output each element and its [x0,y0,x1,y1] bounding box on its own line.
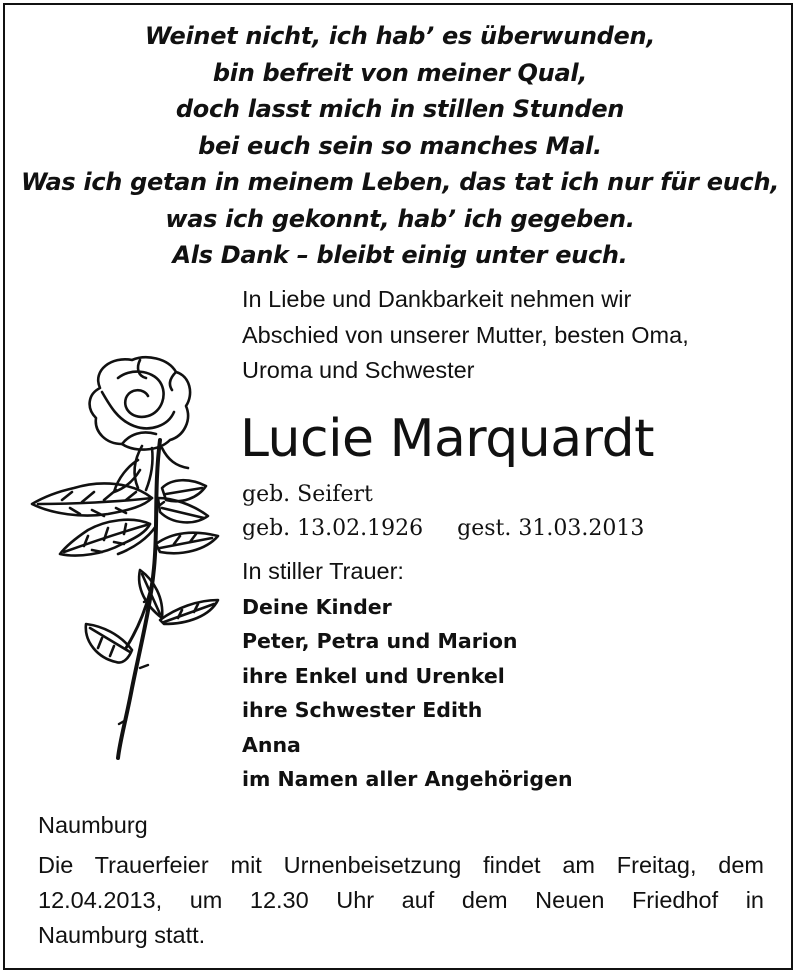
mourner-entry: im Namen aller Angehörigen [242,767,573,792]
poem [0,18,800,274]
life-dates [242,512,792,546]
poem-line: bin befreit von meiner Qual, [212,58,588,87]
birth-date: geb. 13.02.1926 [242,516,424,541]
intro-line: Abschied von unserer Mutter, besten Oma, [242,321,689,348]
deceased-details [242,478,792,546]
mourner-entry: ihre Enkel und Urenkel [242,663,505,688]
notice-line: Die Trauerfeier mit Urnenbeisetzung findet am Freitag, dem [38,852,764,878]
intro-line: In Liebe und Dankbarkeit nehmen wir [242,286,632,312]
place-name: Naumburg [38,812,148,838]
mourners-list [242,590,792,796]
deceased-name: Lucie Marquardt [240,409,654,469]
maiden-name: geb. Seifert [242,482,373,507]
poem-line: bei euch sein so manches Mal. [198,131,602,160]
mourner-entry: Peter, Petra und Marion [242,629,518,654]
mourning-label: In stiller Trauer: [242,558,404,584]
poem-line: Weinet nicht, ich hab’ es überwunden, [144,22,656,50]
notice-line: Naumburg statt. [38,922,206,948]
funeral-notice [38,848,764,953]
poem-line: was ich gekonnt, hab’ ich gegeben. [165,204,635,233]
death-date: gest. 31.03.2013 [457,516,645,541]
intro-text [242,282,782,389]
mourner-entry: Anna [242,732,301,757]
notice-line: 12.04.2013, um 12.30 Uhr auf dem Neuen Friedhof in [38,887,764,913]
poem-line: Als Dank – bleibt einig unter euch. [172,241,628,269]
poem-line: Was ich getan in meinem Leben, das tat ich nur für euch, [20,168,780,196]
mourner-entry: ihre Schwester Edith [242,698,483,723]
rose-icon [22,348,232,768]
mourner-entry: Deine Kinder [242,595,392,619]
intro-line: Uroma und Schwester [242,357,475,383]
poem-line: doch lasst mich in stillen Stunden [175,95,625,123]
